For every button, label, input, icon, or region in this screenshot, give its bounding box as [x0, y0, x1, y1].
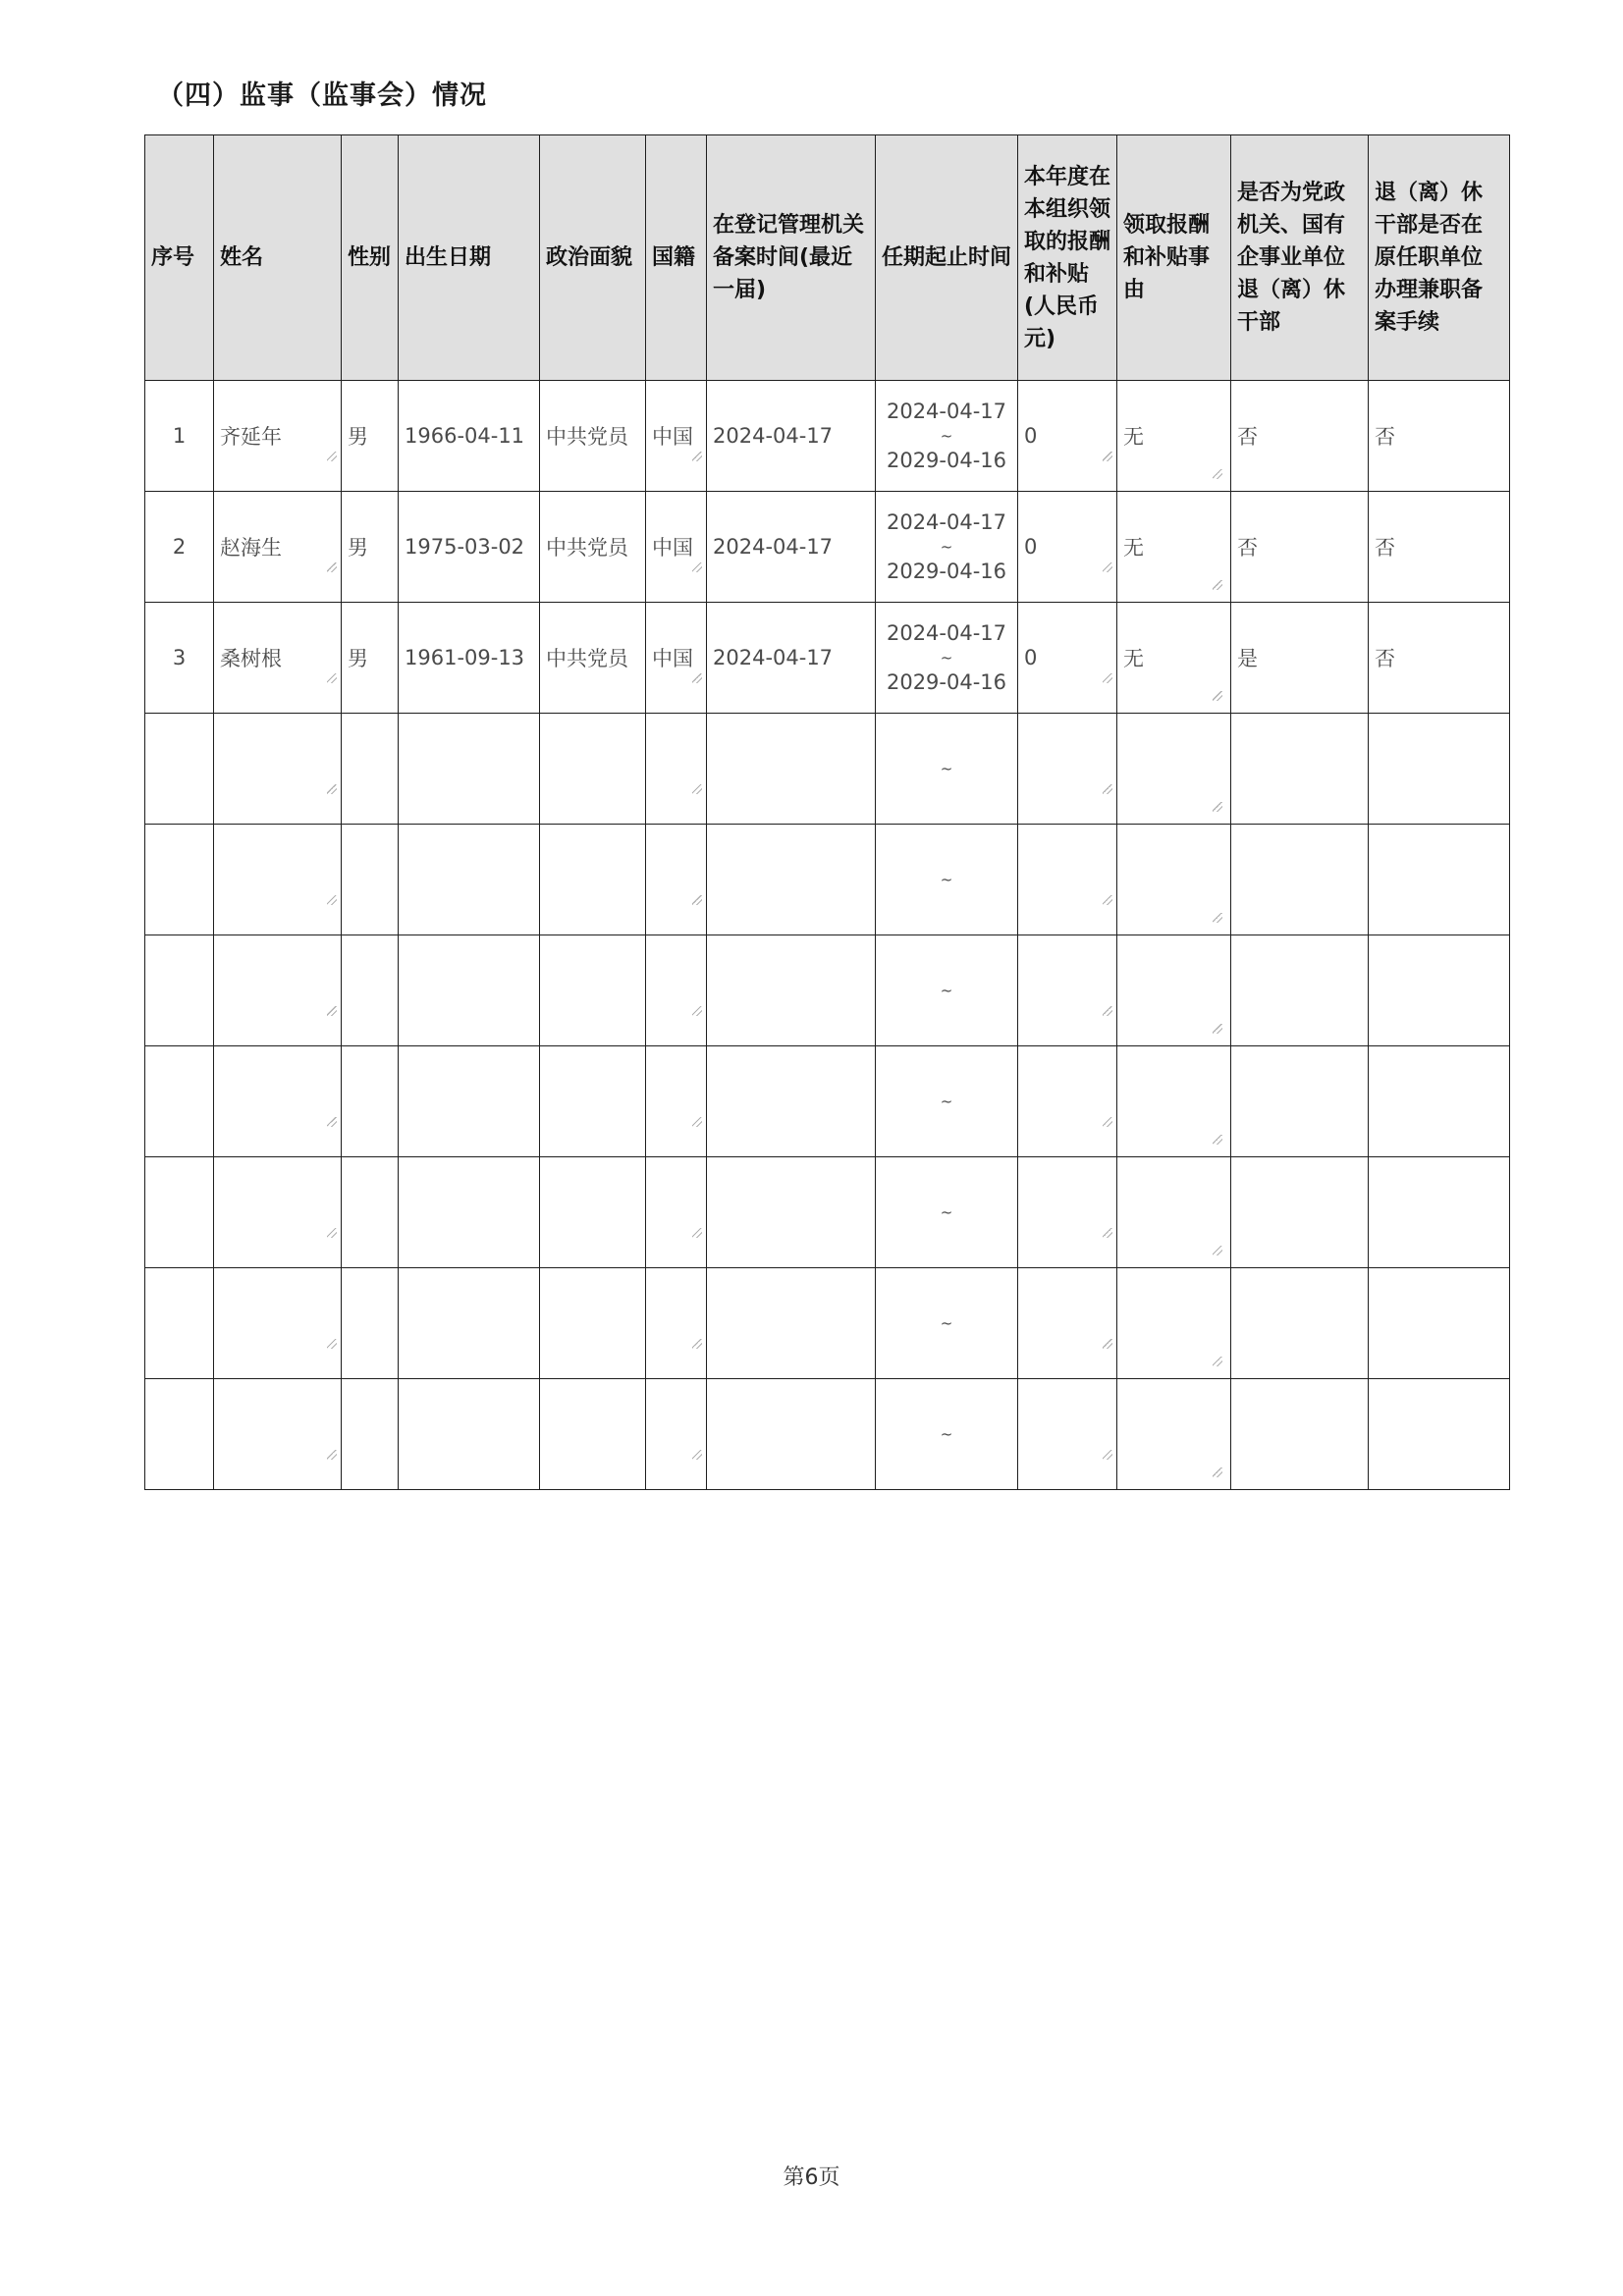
cell-gender: 男 — [342, 603, 399, 714]
compensation-reason-field[interactable] — [1117, 825, 1231, 935]
cell-birth-date: 1966-04-11 — [399, 381, 540, 492]
resize-handle-icon[interactable] — [1103, 452, 1112, 461]
compensation-reason-field[interactable] — [1117, 1379, 1231, 1490]
cell-political-status — [540, 714, 646, 825]
cell-filing-date: 2024-04-17 — [707, 603, 876, 714]
resize-handle-icon[interactable] — [327, 1450, 337, 1460]
compensation-reason-field[interactable] — [1117, 381, 1231, 492]
resize-handle-icon[interactable] — [327, 1006, 337, 1016]
cell-birth-date: 1975-03-02 — [399, 492, 540, 603]
cell-term — [876, 825, 1018, 935]
name-field[interactable] — [214, 492, 342, 603]
cell-filing-date — [707, 1379, 876, 1490]
compensation-field[interactable] — [1018, 381, 1117, 492]
term-separator: ~ — [940, 1203, 953, 1221]
name-text: 赵海生 — [220, 536, 282, 560]
cell-filing-date — [707, 1268, 876, 1379]
cell-retired-cadre — [1231, 935, 1369, 1046]
cell-term — [876, 935, 1018, 1046]
cell-gender: 男 — [342, 381, 399, 492]
cell-term — [876, 603, 1018, 714]
supervisors-table — [144, 134, 1510, 1490]
compensation-field[interactable] — [1018, 935, 1117, 1046]
name-text: 桑树根 — [220, 647, 282, 670]
cell-gender: 男 — [342, 492, 399, 603]
table-row — [145, 935, 1510, 1046]
resize-handle-icon[interactable] — [327, 1339, 337, 1349]
header-nationality: 国籍 — [646, 135, 707, 381]
nationality-field[interactable] — [646, 935, 707, 1046]
cell-filing-procedure: 否 — [1369, 603, 1510, 714]
cell-filing-procedure — [1369, 935, 1510, 1046]
section-title: （四）监事（监事会）情况 — [157, 80, 487, 111]
compensation-field[interactable] — [1018, 1046, 1117, 1157]
resize-handle-icon[interactable] — [1103, 1006, 1112, 1016]
compensation-text: 0 — [1024, 535, 1038, 559]
table-row — [145, 1157, 1510, 1268]
cell-filing-date — [707, 1046, 876, 1157]
name-text: 齐延年 — [220, 425, 282, 449]
nationality-text: 中国 — [652, 425, 693, 449]
cell-seq — [145, 1157, 214, 1268]
resize-handle-icon[interactable] — [1213, 802, 1222, 812]
compensation-text: 0 — [1024, 646, 1038, 669]
term-end: 2029-04-16 — [886, 670, 1007, 694]
table-row — [145, 603, 1510, 714]
resize-handle-icon[interactable] — [692, 1117, 702, 1127]
compensation-field[interactable] — [1018, 492, 1117, 603]
table-row — [145, 381, 1510, 492]
resize-handle-icon[interactable] — [1213, 1024, 1222, 1034]
resize-handle-icon[interactable] — [1103, 1228, 1112, 1238]
term-start: 2024-04-17 — [886, 400, 1007, 423]
resize-handle-icon[interactable] — [692, 1339, 702, 1349]
cell-gender — [342, 935, 399, 1046]
header-term: 任期起止时间 — [876, 135, 1018, 381]
cell-political-status — [540, 1379, 646, 1490]
cell-filing-date — [707, 714, 876, 825]
header-gender: 性别 — [342, 135, 399, 381]
cell-political-status — [540, 1157, 646, 1268]
cell-birth-date — [399, 714, 540, 825]
cell-gender — [342, 1379, 399, 1490]
nationality-text: 中国 — [652, 536, 693, 560]
resize-handle-icon[interactable] — [1213, 580, 1222, 590]
cell-retired-cadre: 否 — [1231, 381, 1369, 492]
cell-term — [876, 1268, 1018, 1379]
cell-gender — [342, 714, 399, 825]
cell-retired-cadre: 否 — [1231, 492, 1369, 603]
header-birth-date: 出生日期 — [399, 135, 540, 381]
compensation-reason-text: 无 — [1123, 647, 1144, 670]
resize-handle-icon[interactable] — [692, 1228, 702, 1238]
nationality-field[interactable] — [646, 381, 707, 492]
cell-filing-procedure — [1369, 1379, 1510, 1490]
resize-handle-icon[interactable] — [327, 1228, 337, 1238]
name-field[interactable] — [214, 1046, 342, 1157]
cell-birth-date — [399, 935, 540, 1046]
cell-birth-date — [399, 1379, 540, 1490]
cell-filing-procedure — [1369, 1046, 1510, 1157]
compensation-field[interactable] — [1018, 714, 1117, 825]
cell-seq: 1 — [145, 381, 214, 492]
cell-birth-date — [399, 1268, 540, 1379]
resize-handle-icon[interactable] — [692, 562, 702, 572]
term-start: 2024-04-17 — [886, 510, 1007, 534]
compensation-reason-field[interactable] — [1117, 1268, 1231, 1379]
resize-handle-icon[interactable] — [1213, 1357, 1222, 1366]
resize-handle-icon[interactable] — [1213, 913, 1222, 923]
term-separator: ~ — [940, 538, 953, 556]
cell-birth-date — [399, 1046, 540, 1157]
term-end: 2029-04-16 — [886, 449, 1007, 472]
nationality-field[interactable] — [646, 1268, 707, 1379]
table-row — [145, 1268, 1510, 1379]
cell-retired-cadre — [1231, 1046, 1369, 1157]
cell-seq: 2 — [145, 492, 214, 603]
cell-retired-cadre — [1231, 714, 1369, 825]
cell-term — [876, 492, 1018, 603]
cell-political-status — [540, 825, 646, 935]
resize-handle-icon[interactable] — [327, 452, 337, 461]
table-row — [145, 1046, 1510, 1157]
resize-handle-icon[interactable] — [692, 784, 702, 794]
cell-term — [876, 714, 1018, 825]
resize-handle-icon[interactable] — [1213, 1135, 1222, 1145]
compensation-field[interactable] — [1018, 603, 1117, 714]
cell-seq — [145, 935, 214, 1046]
cell-filing-date: 2024-04-17 — [707, 492, 876, 603]
table-row — [145, 825, 1510, 935]
resize-handle-icon[interactable] — [1213, 469, 1222, 479]
cell-filing-procedure — [1369, 825, 1510, 935]
cell-filing-date — [707, 1157, 876, 1268]
cell-filing-procedure — [1369, 714, 1510, 825]
compensation-text: 0 — [1024, 424, 1038, 448]
cell-term — [876, 1157, 1018, 1268]
table-row — [145, 492, 1510, 603]
cell-filing-date: 2024-04-17 — [707, 381, 876, 492]
header-retired-cadre: 是否为党政机关、国有企事业单位退（离）休干部 — [1231, 135, 1369, 381]
header-compensation-reason: 领取报酬和补贴事由 — [1117, 135, 1231, 381]
nationality-field[interactable] — [646, 1157, 707, 1268]
cell-retired-cadre — [1231, 1268, 1369, 1379]
cell-political-status: 中共党员 — [540, 492, 646, 603]
cell-term — [876, 1046, 1018, 1157]
cell-filing-procedure: 否 — [1369, 492, 1510, 603]
cell-retired-cadre: 是 — [1231, 603, 1369, 714]
nationality-field[interactable] — [646, 492, 707, 603]
resize-handle-icon[interactable] — [692, 895, 702, 905]
cell-seq: 3 — [145, 603, 214, 714]
cell-filing-procedure: 否 — [1369, 381, 1510, 492]
term-separator: ~ — [940, 1093, 953, 1110]
compensation-field[interactable] — [1018, 1157, 1117, 1268]
cell-term — [876, 381, 1018, 492]
cell-birth-date: 1961-09-13 — [399, 603, 540, 714]
compensation-reason-field[interactable] — [1117, 1046, 1231, 1157]
term-separator: ~ — [940, 982, 953, 999]
cell-gender — [342, 1046, 399, 1157]
cell-political-status — [540, 1268, 646, 1379]
resize-handle-icon[interactable] — [327, 562, 337, 572]
nationality-field[interactable] — [646, 1379, 707, 1490]
cell-seq — [145, 1379, 214, 1490]
cell-political-status: 中共党员 — [540, 381, 646, 492]
table-header-row — [145, 135, 1510, 381]
compensation-reason-field[interactable] — [1117, 603, 1231, 714]
name-field[interactable] — [214, 1379, 342, 1490]
cell-retired-cadre — [1231, 825, 1369, 935]
nationality-field[interactable] — [646, 603, 707, 714]
cell-filing-procedure — [1369, 1157, 1510, 1268]
resize-handle-icon[interactable] — [1103, 1339, 1112, 1349]
cell-seq — [145, 714, 214, 825]
page-number: 第6页 — [783, 2165, 840, 2190]
nationality-field[interactable] — [646, 1046, 707, 1157]
header-filing-procedure: 退（离）休干部是否在原任职单位办理兼职备案手续 — [1369, 135, 1510, 381]
name-field[interactable] — [214, 1157, 342, 1268]
table-body — [145, 381, 1510, 1490]
compensation-reason-text: 无 — [1123, 536, 1144, 560]
cell-gender — [342, 825, 399, 935]
resize-handle-icon[interactable] — [1103, 673, 1112, 683]
nationality-text: 中国 — [652, 647, 693, 670]
resize-handle-icon[interactable] — [692, 1450, 702, 1460]
table-row — [145, 1379, 1510, 1490]
cell-seq — [145, 1046, 214, 1157]
resize-handle-icon[interactable] — [1103, 562, 1112, 572]
cell-gender — [342, 1268, 399, 1379]
term-end: 2029-04-16 — [886, 560, 1007, 583]
term-separator: ~ — [940, 760, 953, 777]
cell-retired-cadre — [1231, 1157, 1369, 1268]
resize-handle-icon[interactable] — [1213, 1246, 1222, 1255]
resize-handle-icon[interactable] — [692, 452, 702, 461]
cell-birth-date — [399, 825, 540, 935]
term-separator: ~ — [940, 871, 953, 888]
resize-handle-icon[interactable] — [1103, 895, 1112, 905]
cell-seq — [145, 825, 214, 935]
cell-political-status — [540, 1046, 646, 1157]
header-compensation: 本年度在本组织领取的报酬和补贴(人民币元) — [1018, 135, 1117, 381]
cell-filing-date — [707, 825, 876, 935]
compensation-reason-text: 无 — [1123, 425, 1144, 449]
cell-political-status: 中共党员 — [540, 603, 646, 714]
resize-handle-icon[interactable] — [1213, 1468, 1222, 1477]
header-filing-date: 在登记管理机关备案时间(最近一届) — [707, 135, 876, 381]
term-start: 2024-04-17 — [886, 621, 1007, 645]
cell-term — [876, 1379, 1018, 1490]
resize-handle-icon[interactable] — [1103, 1117, 1112, 1127]
name-field[interactable] — [214, 825, 342, 935]
resize-handle-icon[interactable] — [1103, 784, 1112, 794]
nationality-field[interactable] — [646, 714, 707, 825]
compensation-field[interactable] — [1018, 1379, 1117, 1490]
compensation-field[interactable] — [1018, 1268, 1117, 1379]
resize-handle-icon[interactable] — [1103, 1450, 1112, 1460]
cell-political-status — [540, 935, 646, 1046]
resize-handle-icon[interactable] — [1213, 691, 1222, 701]
cell-filing-procedure — [1369, 1268, 1510, 1379]
header-political-status: 政治面貌 — [540, 135, 646, 381]
nationality-field[interactable] — [646, 825, 707, 935]
resize-handle-icon[interactable] — [692, 1006, 702, 1016]
name-field[interactable] — [214, 714, 342, 825]
resize-handle-icon[interactable] — [692, 673, 702, 683]
resize-handle-icon[interactable] — [327, 1117, 337, 1127]
name-field[interactable] — [214, 381, 342, 492]
cell-filing-date — [707, 935, 876, 1046]
term-separator: ~ — [940, 1425, 953, 1443]
compensation-field[interactable] — [1018, 825, 1117, 935]
cell-gender — [342, 1157, 399, 1268]
term-separator: ~ — [940, 649, 953, 667]
name-field[interactable] — [214, 1268, 342, 1379]
resize-handle-icon[interactable] — [327, 895, 337, 905]
table-row — [145, 714, 1510, 825]
resize-handle-icon[interactable] — [327, 673, 337, 683]
compensation-reason-field[interactable] — [1117, 1157, 1231, 1268]
cell-seq — [145, 1268, 214, 1379]
compensation-reason-field[interactable] — [1117, 714, 1231, 825]
header-name: 姓名 — [214, 135, 342, 381]
resize-handle-icon[interactable] — [327, 784, 337, 794]
header-seq: 序号 — [145, 135, 214, 381]
name-field[interactable] — [214, 603, 342, 714]
term-separator: ~ — [940, 427, 953, 445]
cell-birth-date — [399, 1157, 540, 1268]
name-field[interactable] — [214, 935, 342, 1046]
compensation-reason-field[interactable] — [1117, 492, 1231, 603]
compensation-reason-field[interactable] — [1117, 935, 1231, 1046]
cell-retired-cadre — [1231, 1379, 1369, 1490]
term-separator: ~ — [940, 1314, 953, 1332]
